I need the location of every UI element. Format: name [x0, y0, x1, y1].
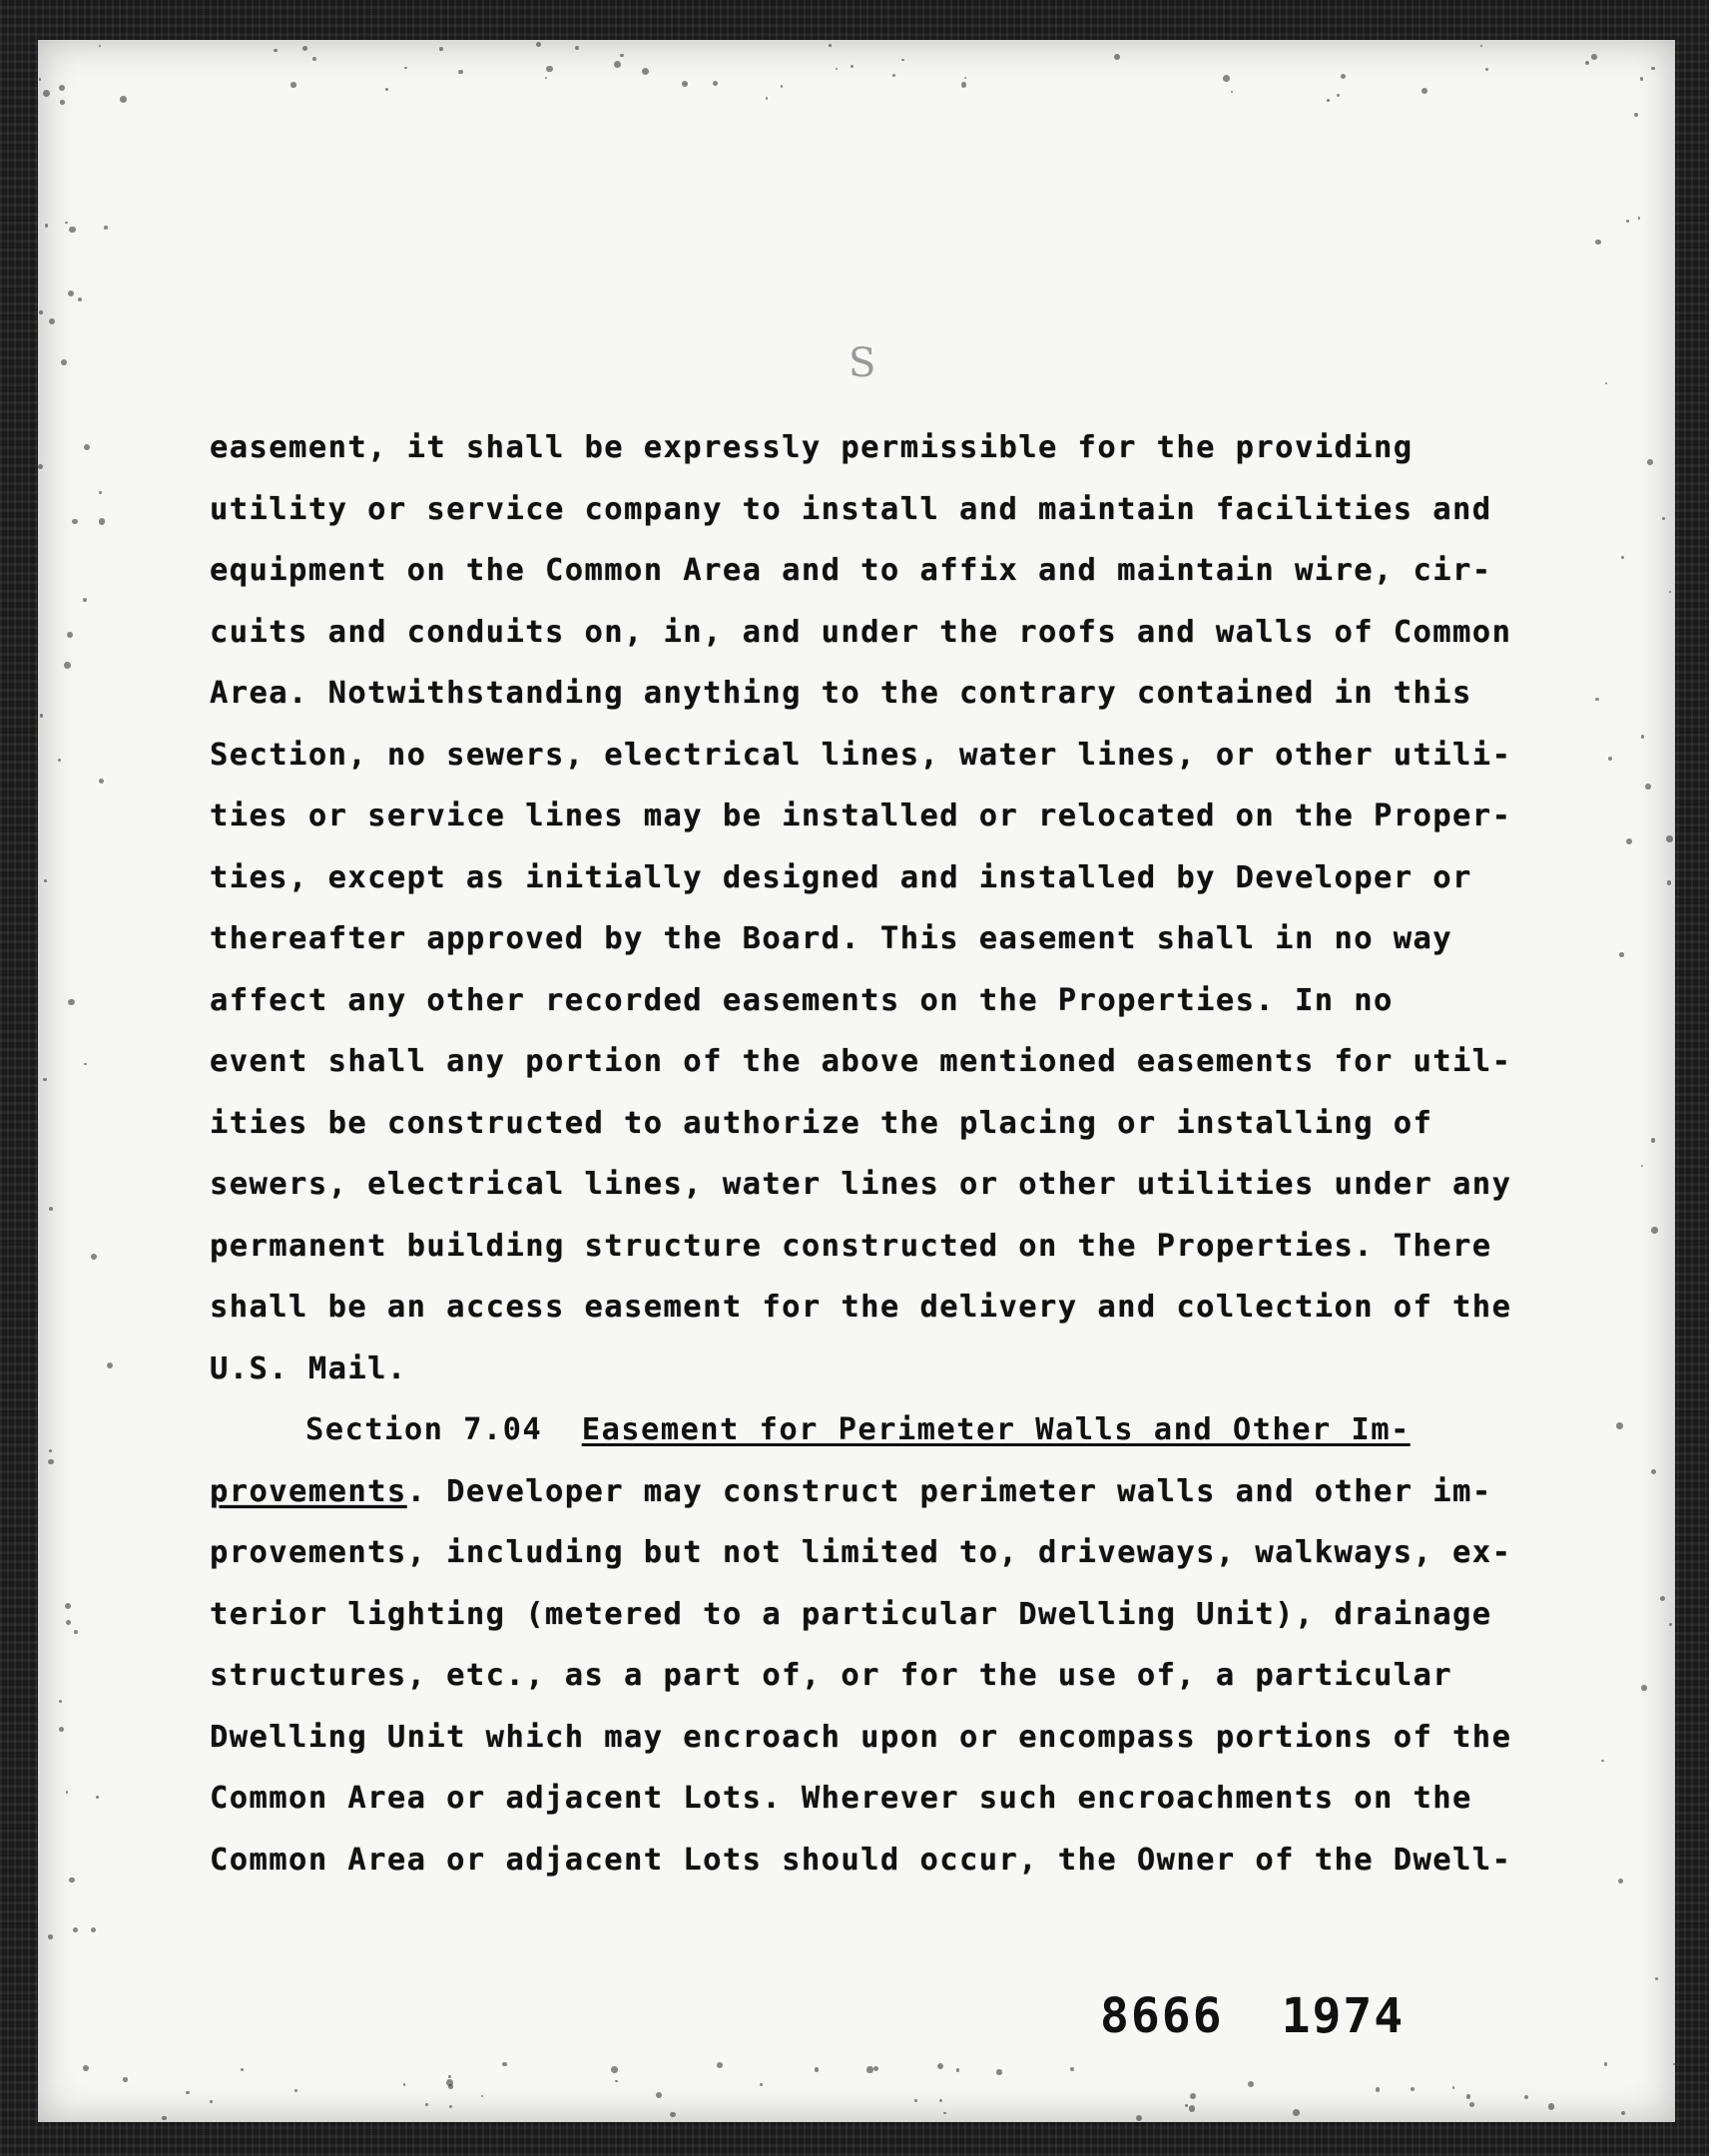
section-first-line-rest: . Developer may construct perimeter walls and other im-: [406, 1473, 1492, 1509]
scan-speckle: [1673, 2063, 1675, 2065]
scan-speckle: [84, 444, 90, 450]
scan-speckle: [403, 2083, 405, 2085]
scan-speckle: [766, 97, 769, 100]
scan-speckle: [937, 2063, 943, 2069]
scan-speckle: [1669, 1623, 1672, 1626]
scan-speckle: [614, 61, 621, 68]
scan-speckle: [44, 879, 47, 882]
text-line: provements, including but not limited to, driveways, walkways, ex-: [210, 1535, 1512, 1570]
scan-speckle: [425, 2103, 428, 2106]
scan-speckle: [66, 1620, 71, 1625]
scan-speckle: [642, 68, 649, 75]
scan-speckle: [615, 2080, 618, 2083]
section-heading-line: [210, 1399, 1607, 1461]
scan-speckle: [1480, 45, 1482, 47]
scan-speckle: [312, 57, 316, 61]
scan-speckle: [1669, 591, 1671, 593]
scan-speckle: [1660, 1596, 1665, 1601]
scan-speckle: [943, 2112, 946, 2115]
scan-speckle: [866, 2066, 872, 2072]
scan-speckle: [873, 2066, 878, 2071]
scan-speckle: [1651, 1469, 1656, 1474]
scan-speckle: [74, 1630, 78, 1634]
scan-speckle: [713, 81, 718, 86]
scan-speckle: [481, 2095, 483, 2097]
scan-speckle: [1485, 68, 1488, 71]
scan-speckle: [1626, 838, 1632, 844]
scan-speckle: [964, 77, 967, 80]
scan-speckle: [162, 2116, 167, 2121]
scan-speckle: [65, 1603, 71, 1609]
scan-speckle: [670, 2112, 675, 2117]
text-line: ties or service lines may be installed or relocated on the Proper-: [210, 799, 1512, 833]
scan-speckle: [892, 74, 895, 77]
scan-speckle: [78, 297, 82, 301]
scan-speckle: [829, 44, 832, 47]
scan-speckle: [290, 82, 295, 87]
scan-speckle: [1591, 54, 1597, 60]
text-line: event shall any portion of the above mentioned easements for util-: [210, 1044, 1512, 1079]
scan-speckle: [99, 518, 105, 524]
scan-speckle: [48, 1934, 53, 1939]
scan-speckle: [1626, 220, 1629, 223]
text-line: thereafter approved by the Board. This easement shall in no way: [210, 921, 1453, 956]
scan-speckle: [1651, 1227, 1658, 1234]
scan-speckle: [1666, 835, 1673, 842]
scan-speckle: [1231, 91, 1233, 93]
scan-speckle: [781, 85, 783, 87]
scan-speckle: [68, 290, 74, 296]
page-number: 1974: [1281, 1988, 1406, 2044]
scan-speckle: [1189, 2105, 1196, 2112]
scan-speckle: [1185, 2104, 1187, 2106]
scan-speckle: [1223, 75, 1230, 82]
scan-speckle: [210, 2100, 213, 2103]
scan-speckle: [439, 47, 443, 51]
scan-speckle: [48, 1459, 54, 1465]
scan-speckle: [1469, 2102, 1475, 2108]
section-number: Section 7.04: [305, 1412, 543, 1447]
scan-speckle: [851, 65, 854, 68]
scan-speckle: [1621, 2111, 1625, 2115]
section-first-line: [210, 1461, 1607, 1523]
text-line: terior lighting (metered to a particular Dwelling Unit), drainage: [210, 1596, 1492, 1632]
scan-speckle: [59, 1727, 65, 1733]
scan-speckle: [49, 318, 55, 324]
scan-speckle: [107, 1362, 113, 1368]
text-line: affect any other recorded easements on the Properties. In no: [210, 982, 1394, 1018]
scan-speckle: [1621, 556, 1624, 559]
scan-speckle: [1662, 517, 1665, 520]
scan-speckle: [68, 999, 74, 1005]
scan-speckle: [69, 1878, 75, 1884]
scan-speckle: [449, 2105, 452, 2108]
text-line: cuits and conduits on, in, and under the roofs and walls of Common: [210, 614, 1512, 650]
scan-speckle: [1452, 2086, 1454, 2088]
scan-speckle: [620, 54, 623, 57]
scan-speckle: [760, 2083, 763, 2086]
scan-speckle: [836, 68, 838, 70]
scan-speckle: [69, 227, 76, 234]
scan-speckle: [40, 714, 44, 718]
section-heading-part1: Easement for Perimeter Walls and Other Im-: [581, 1412, 1411, 1447]
scan-speckle: [1640, 77, 1643, 80]
scan-speckle: [1524, 2095, 1528, 2099]
scan-speckle: [1136, 2115, 1142, 2121]
scan-speckle: [294, 2089, 298, 2093]
scan-speckle: [43, 90, 50, 97]
scan-speckle: [38, 464, 43, 469]
scan-speckle: [682, 81, 688, 87]
scan-speckle: [49, 1449, 52, 1452]
body-text: [210, 417, 1607, 1890]
scan-speckle: [67, 632, 73, 638]
scan-speckle: [1608, 757, 1612, 761]
scan-speckle: [1327, 99, 1330, 102]
scan-speckle: [91, 1254, 97, 1260]
scan-speckle: [1655, 1977, 1658, 1980]
scan-speckle: [83, 2065, 89, 2071]
scan-speckle: [446, 2079, 453, 2086]
scan-speckle: [1341, 74, 1346, 79]
scan-speckle: [815, 2067, 819, 2071]
scan-speckle: [64, 662, 71, 669]
scan-speckle: [1651, 67, 1654, 70]
text-line: shall be an access easement for the delivery and collection of the: [210, 1290, 1512, 1325]
scan-speckle: [43, 1078, 46, 1081]
scan-speckle: [1248, 2081, 1255, 2088]
scan-speckle: [961, 82, 966, 87]
scan-speckle: [914, 2099, 916, 2101]
text-line: equipment on the Common Area and to affix and maintain wire, cir-: [210, 553, 1492, 588]
scan-speckle: [717, 2062, 723, 2068]
scan-speckle: [39, 310, 43, 314]
scan-speckle: [1618, 1879, 1623, 1884]
scan-speckle: [448, 2075, 451, 2078]
scan-speckle: [84, 1063, 86, 1065]
scan-speckle: [59, 1700, 63, 1704]
scan-speckle: [536, 42, 541, 47]
scan-speckle: [123, 2077, 127, 2081]
scan-speckle: [60, 100, 64, 104]
scan-speckle: [1466, 2094, 1470, 2098]
text-line: Common Area or adjacent Lots should occur, the Owner of the Dwell-: [210, 1842, 1512, 1878]
scan-speckle: [1619, 952, 1623, 956]
text-line: Dwelling Unit which may encroach upon or encompass portions of the: [210, 1719, 1512, 1755]
scan-speckle: [1548, 2103, 1555, 2110]
recording-numbers: [1100, 1988, 1462, 2044]
scan-speckle: [385, 88, 388, 91]
text-line: ities be constructed to authorize the placing or installing of: [210, 1105, 1433, 1141]
scan-speckle: [1422, 88, 1427, 94]
paragraph-easement: [210, 417, 1607, 1399]
scan-speckle: [104, 226, 108, 230]
scan-speckle: [1651, 1138, 1656, 1143]
scan-speckle: [939, 2099, 942, 2102]
scan-speckle: [656, 2092, 663, 2099]
text-line: sewers, electrical lines, water lines or other utilities under any: [210, 1167, 1512, 1202]
scan-speckle: [1376, 2087, 1381, 2092]
scan-speckle: [45, 224, 49, 228]
text-line: U.S. Mail.: [210, 1350, 407, 1386]
text-line: Section, no sewers, electrical lines, water lines, or other utili-: [210, 737, 1512, 773]
scan-speckle: [1641, 1685, 1647, 1691]
scan-speckle: [83, 598, 87, 602]
text-line: easement, it shall be expressly permissible for the providing: [210, 430, 1414, 465]
scan-speckle: [545, 77, 547, 79]
scan-speckle: [58, 759, 61, 762]
scan-speckle: [1645, 784, 1651, 790]
scan-speckle: [66, 1791, 68, 1793]
page-mark: S: [849, 340, 876, 386]
scan-speckle: [956, 2068, 959, 2071]
scan-speckle: [546, 66, 553, 73]
scan-speckle: [99, 779, 104, 784]
scan-speckle: [502, 2062, 506, 2066]
scan-speckle: [49, 1207, 53, 1211]
section-heading-part2: provements: [210, 1473, 407, 1509]
scan-speckle: [1667, 880, 1672, 885]
scan-speckle: [1114, 54, 1120, 60]
scan-speckle: [458, 70, 463, 75]
scan-speckle: [1638, 217, 1641, 220]
scan-speckle: [1604, 2062, 1608, 2066]
scan-speckle: [1641, 735, 1645, 739]
scan-speckle: [241, 2068, 244, 2071]
scan-speckle: [1337, 94, 1340, 97]
scan-speckle: [611, 2066, 618, 2073]
scan-speckle: [99, 491, 102, 494]
scan-speckle: [1605, 382, 1607, 384]
scan-speckle: [996, 2069, 1002, 2075]
text-line: utility or service company to install and maintain facilities and: [210, 491, 1492, 527]
scan-speckle: [274, 49, 278, 53]
text-line: permanent building structure constructed on the Properties. There: [210, 1228, 1492, 1264]
scan-speckle: [72, 519, 77, 524]
scan-speckle: [186, 2091, 189, 2094]
scan-speckle: [99, 45, 101, 47]
text-line: ties, except as initially designed and installed by Developer or: [210, 859, 1472, 895]
scan-speckle: [1070, 2067, 1074, 2071]
scan-speckle: [1190, 2093, 1196, 2099]
section-paragraph: [210, 1522, 1607, 1890]
scan-speckle: [1647, 459, 1653, 465]
scan-speckle: [404, 67, 406, 69]
scan-speckle: [1585, 61, 1589, 65]
text-line: Common Area or adjacent Lots. Wherever such encroachments on the: [210, 1781, 1472, 1816]
scan-speckle: [73, 1927, 78, 1932]
scan-speckle: [575, 46, 579, 50]
scan-speckle: [901, 59, 903, 61]
scan-speckle: [1595, 240, 1600, 245]
scan-speckle: [65, 222, 68, 225]
scan-speckle: [1411, 2087, 1415, 2091]
text-line: Area. Notwithstanding anything to the contrary contained in this: [210, 676, 1472, 711]
scan-speckle: [302, 46, 307, 51]
book-number: 8666: [1100, 1988, 1224, 2044]
scan-speckle: [61, 359, 67, 365]
scan-speckle: [1616, 1422, 1623, 1429]
scan-speckle: [96, 1796, 99, 1799]
scan-speckle: [1293, 2109, 1300, 2116]
text-line: structures, etc., as a part of, or for the use of, a particular: [210, 1658, 1453, 1693]
scan-speckle: [39, 78, 42, 81]
scan-speckle: [1634, 113, 1638, 117]
scan-speckle: [59, 85, 65, 91]
scan-speckle: [91, 1927, 97, 1933]
scan-speckle: [120, 96, 127, 103]
scan-speckle: [1641, 1165, 1643, 1167]
